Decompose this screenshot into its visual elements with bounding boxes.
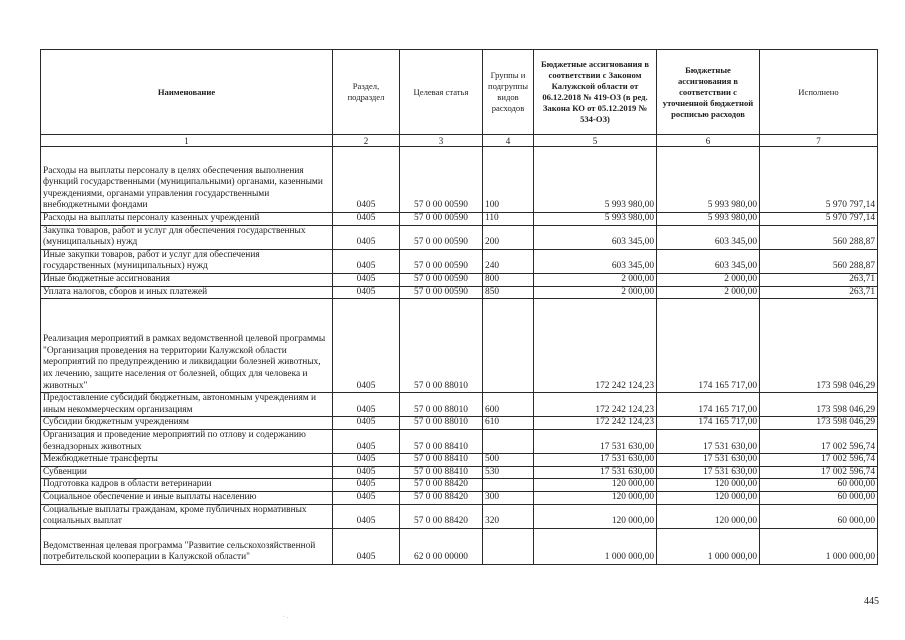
row-section: 0405 <box>333 466 400 479</box>
row-expense-group <box>483 528 534 564</box>
row-law-amount: 603 345,00 <box>534 249 657 273</box>
row-section: 0405 <box>333 147 400 213</box>
row-section: 0405 <box>333 417 400 430</box>
table-row <box>41 491 878 504</box>
column-number: 6 <box>657 135 760 147</box>
column-number: 1 <box>41 135 333 147</box>
column-number: 4 <box>483 135 534 147</box>
row-executed-amount: 263,71 <box>760 273 878 286</box>
table-row <box>41 147 878 213</box>
row-law-amount: 2 000,00 <box>534 286 657 299</box>
row-law-amount: 2 000,00 <box>534 273 657 286</box>
row-name: Социальное обеспечение и иные выплаты населению <box>41 491 333 504</box>
row-refined-amount: 120 000,00 <box>657 491 760 504</box>
row-target-article: 57 0 00 00590 <box>400 249 483 273</box>
row-refined-amount: 603 345,00 <box>657 249 760 273</box>
row-target-article: 57 0 00 88420 <box>400 479 483 492</box>
row-name: Подготовка кадров в области ветеринарии <box>41 479 333 492</box>
row-expense-group <box>483 299 534 393</box>
header-target: Целевая статья <box>400 50 483 135</box>
row-target-article: 57 0 00 88410 <box>400 466 483 479</box>
row-section: 0405 <box>333 299 400 393</box>
row-executed-amount: 173 598 046,29 <box>760 299 878 393</box>
row-name: Расходы на выплаты персоналу казенных учреждений <box>41 213 333 226</box>
row-law-amount: 17 531 630,00 <box>534 454 657 467</box>
row-section: 0405 <box>333 429 400 453</box>
row-expense-group: 610 <box>483 417 534 430</box>
row-law-amount: 120 000,00 <box>534 491 657 504</box>
table-row <box>41 225 878 249</box>
column-number: 3 <box>400 135 483 147</box>
row-expense-group: 850 <box>483 286 534 299</box>
row-expense-group: 320 <box>483 504 534 528</box>
row-expense-group: 500 <box>483 454 534 467</box>
column-number: 7 <box>760 135 878 147</box>
row-refined-amount: 5 993 980,00 <box>657 213 760 226</box>
row-name: Межбюджетные трансферты <box>41 454 333 467</box>
row-refined-amount: 17 531 630,00 <box>657 454 760 467</box>
row-expense-group <box>483 479 534 492</box>
table-row <box>41 504 878 528</box>
row-refined-amount: 174 165 717,00 <box>657 393 760 417</box>
budget-table <box>40 49 878 565</box>
row-executed-amount: 17 002 596,74 <box>760 429 878 453</box>
row-expense-group: 240 <box>483 249 534 273</box>
table-row <box>41 249 878 273</box>
row-executed-amount: 173 598 046,29 <box>760 393 878 417</box>
row-refined-amount: 17 531 630,00 <box>657 466 760 479</box>
row-executed-amount: 560 288,87 <box>760 225 878 249</box>
row-refined-amount: 5 993 980,00 <box>657 147 760 213</box>
table-row <box>41 454 878 467</box>
row-executed-amount: 60 000,00 <box>760 491 878 504</box>
column-number: 5 <box>534 135 657 147</box>
page-number: 445 <box>864 596 879 607</box>
row-section: 0405 <box>333 454 400 467</box>
row-refined-amount: 174 165 717,00 <box>657 299 760 393</box>
table-row <box>41 429 878 453</box>
row-name: Субсидии бюджетным учреждениям <box>41 417 333 430</box>
row-name: Субвенции <box>41 466 333 479</box>
row-expense-group: 800 <box>483 273 534 286</box>
row-expense-group: 100 <box>483 147 534 213</box>
row-executed-amount: 17 002 596,74 <box>760 454 878 467</box>
header-section: Раздел, подраздел <box>333 50 400 135</box>
row-executed-amount: 60 000,00 <box>760 479 878 492</box>
table-row <box>41 299 878 393</box>
table-row <box>41 286 878 299</box>
row-refined-amount: 2 000,00 <box>657 286 760 299</box>
row-name: Расходы на выплаты персоналу в целях обеспечения выполнения функций государственными (муниципальными) органами, казенными учреждениями, органами управления государственными внебюджетными фондами <box>41 147 333 213</box>
row-law-amount: 5 993 980,00 <box>534 213 657 226</box>
table-row <box>41 528 878 564</box>
row-name: Иные бюджетные ассигнования <box>41 273 333 286</box>
row-expense-group: 300 <box>483 491 534 504</box>
column-number: 2 <box>333 135 400 147</box>
row-section: 0405 <box>333 273 400 286</box>
row-name: Закупка товаров, работ и услуг для обеспечения государственных (муниципальных) нужд <box>41 225 333 249</box>
row-name: Организация и проведение мероприятий по отлову и содержанию безнадзорных животных <box>41 429 333 453</box>
row-law-amount: 120 000,00 <box>534 479 657 492</box>
row-refined-amount: 17 531 630,00 <box>657 429 760 453</box>
table-row <box>41 273 878 286</box>
row-name: Предоставление субсидий бюджетным, автономным учреждениям и иным некоммерческим организациям <box>41 393 333 417</box>
row-executed-amount: 5 970 797,14 <box>760 147 878 213</box>
row-law-amount: 172 242 124,23 <box>534 393 657 417</box>
table-row <box>41 417 878 430</box>
row-target-article: 57 0 00 88010 <box>400 299 483 393</box>
row-section: 0405 <box>333 393 400 417</box>
row-law-amount: 603 345,00 <box>534 225 657 249</box>
table-header <box>41 50 878 135</box>
column-numbers-row <box>41 135 878 147</box>
row-target-article: 57 0 00 88010 <box>400 393 483 417</box>
row-target-article: 57 0 00 88410 <box>400 454 483 467</box>
row-executed-amount: 1 000 000,00 <box>760 528 878 564</box>
row-law-amount: 172 242 124,23 <box>534 417 657 430</box>
row-target-article: 57 0 00 88410 <box>400 429 483 453</box>
header-law-appropriations: Бюджетные ассигнования в соответствии с Законом Калужской области от 06.12.2018 № 419-ОЗ (в ред. Закона КО от 05.12.2019 № 534-ОЗ) <box>534 50 657 135</box>
table-row <box>41 479 878 492</box>
row-target-article: 62 0 00 00000 <box>400 528 483 564</box>
row-refined-amount: 603 345,00 <box>657 225 760 249</box>
row-executed-amount: 17 002 596,74 <box>760 466 878 479</box>
row-expense-group: 600 <box>483 393 534 417</box>
row-refined-amount: 120 000,00 <box>657 479 760 492</box>
row-law-amount: 5 993 980,00 <box>534 147 657 213</box>
row-target-article: 57 0 00 88420 <box>400 504 483 528</box>
row-name: Социальные выплаты гражданам, кроме публичных нормативных социальных выплат <box>41 504 333 528</box>
header-group: Группы и подгруппы видов расходов <box>483 50 534 135</box>
row-section: 0405 <box>333 225 400 249</box>
row-law-amount: 17 531 630,00 <box>534 429 657 453</box>
row-law-amount: 17 531 630,00 <box>534 466 657 479</box>
table-body <box>41 135 878 565</box>
row-expense-group: 530 <box>483 466 534 479</box>
row-target-article: 57 0 00 88420 <box>400 491 483 504</box>
row-target-article: 57 0 00 00590 <box>400 273 483 286</box>
row-refined-amount: 174 165 717,00 <box>657 417 760 430</box>
header-executed: Исполнено <box>760 50 878 135</box>
row-law-amount: 172 242 124,23 <box>534 299 657 393</box>
header-name: Наименование <box>41 50 333 135</box>
row-section: 0405 <box>333 479 400 492</box>
row-target-article: 57 0 00 00590 <box>400 225 483 249</box>
row-expense-group: 200 <box>483 225 534 249</box>
row-name: Ведомственная целевая программа "Развитие сельскохозяйственной потребительской кооперации в Калужской области" <box>41 528 333 564</box>
row-refined-amount: 2 000,00 <box>657 273 760 286</box>
row-target-article: 57 0 00 00590 <box>400 213 483 226</box>
row-section: 0405 <box>333 528 400 564</box>
row-executed-amount: 173 598 046,29 <box>760 417 878 430</box>
row-refined-amount: 120 000,00 <box>657 504 760 528</box>
table-row <box>41 213 878 226</box>
scan-speck: · . <box>283 614 288 620</box>
row-section: 0405 <box>333 504 400 528</box>
row-expense-group <box>483 429 534 453</box>
row-executed-amount: 60 000,00 <box>760 504 878 528</box>
table-row <box>41 466 878 479</box>
row-section: 0405 <box>333 213 400 226</box>
row-law-amount: 120 000,00 <box>534 504 657 528</box>
row-section: 0405 <box>333 249 400 273</box>
row-executed-amount: 263,71 <box>760 286 878 299</box>
row-executed-amount: 5 970 797,14 <box>760 213 878 226</box>
row-name: Иные закупки товаров, работ и услуг для обеспечения государственных (муниципальных) нужд <box>41 249 333 273</box>
row-law-amount: 1 000 000,00 <box>534 528 657 564</box>
row-target-article: 57 0 00 00590 <box>400 286 483 299</box>
row-executed-amount: 560 288,87 <box>760 249 878 273</box>
row-refined-amount: 1 000 000,00 <box>657 528 760 564</box>
row-expense-group: 110 <box>483 213 534 226</box>
row-section: 0405 <box>333 491 400 504</box>
row-target-article: 57 0 00 88010 <box>400 417 483 430</box>
header-refined-appropriations: Бюджетные ассигнования в соответствии с уточненной бюджетной росписью расходов <box>657 50 760 135</box>
row-target-article: 57 0 00 00590 <box>400 147 483 213</box>
row-section: 0405 <box>333 286 400 299</box>
row-name: Реализация мероприятий в рамках ведомственной целевой программы "Организация проведения на территории Калужской области мероприятий по предупреждению и ликвидации болезней животных, их лечению, защите населения от болезней, общих для человека и животных" <box>41 299 333 393</box>
row-name: Уплата налогов, сборов и иных платежей <box>41 286 333 299</box>
table-row <box>41 393 878 417</box>
